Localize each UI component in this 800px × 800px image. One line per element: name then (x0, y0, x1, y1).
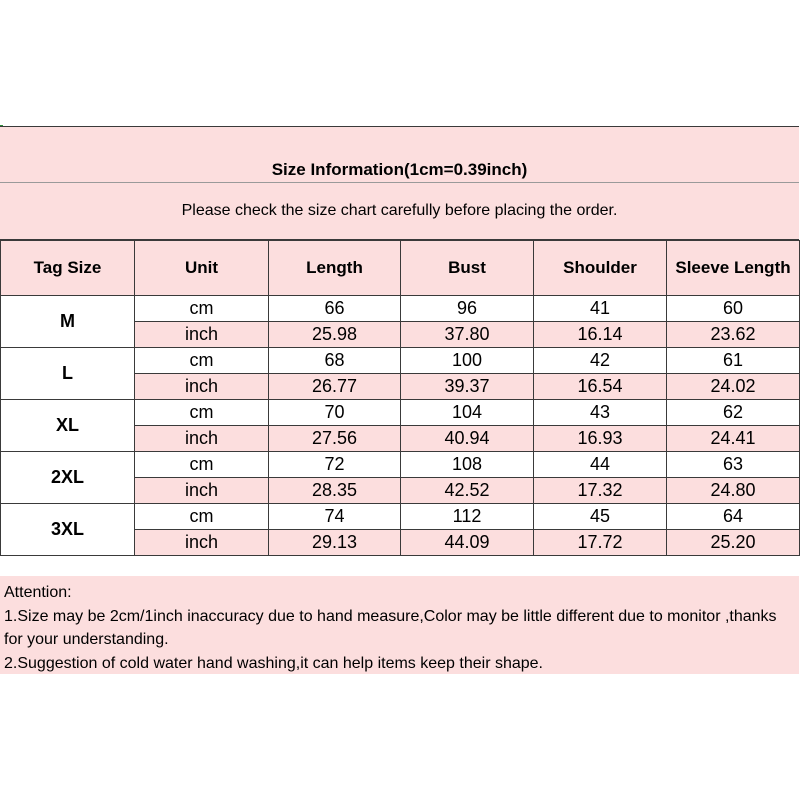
length-cell: 74 (269, 504, 401, 530)
header-length: Length (269, 241, 401, 296)
header-row (1, 241, 800, 296)
chart-title: Size Information(1cm=0.39inch) (271, 160, 528, 179)
shoulder-cell: 16.14 (534, 322, 667, 348)
length-cell: 27.56 (269, 426, 401, 452)
unit-cell: cm (135, 348, 269, 374)
sleeve-cell: 64 (667, 504, 800, 530)
header-tag-size: Tag Size (1, 241, 135, 296)
unit-cell: cm (135, 296, 269, 322)
unit-cell: inch (135, 530, 269, 556)
title-row (0, 127, 799, 183)
attention-box (0, 576, 799, 674)
length-cell: 28.35 (269, 478, 401, 504)
table-row (1, 296, 800, 322)
bust-cell: 104 (401, 400, 534, 426)
sleeve-cell: 60 (667, 296, 800, 322)
sleeve-cell: 24.02 (667, 374, 800, 400)
shoulder-cell: 17.32 (534, 478, 667, 504)
shoulder-cell: 16.54 (534, 374, 667, 400)
tag-size-cell: L (1, 348, 135, 400)
bust-cell: 108 (401, 452, 534, 478)
unit-cell: inch (135, 374, 269, 400)
bust-cell: 100 (401, 348, 534, 374)
unit-cell: cm (135, 504, 269, 530)
chart-note: Please check the size chart carefully before placing the order. (181, 202, 618, 219)
table-row (1, 452, 800, 478)
length-cell: 70 (269, 400, 401, 426)
size-table (0, 240, 800, 556)
unit-cell: cm (135, 400, 269, 426)
sleeve-cell: 63 (667, 452, 800, 478)
bust-cell: 39.37 (401, 374, 534, 400)
shoulder-cell: 17.72 (534, 530, 667, 556)
sleeve-cell: 24.41 (667, 426, 800, 452)
sleeve-cell: 61 (667, 348, 800, 374)
note-row (0, 183, 799, 240)
unit-cell: inch (135, 426, 269, 452)
table-row (1, 348, 800, 374)
bust-cell: 112 (401, 504, 534, 530)
attention-line-1: 1.Size may be 2cm/1inch inaccuracy due to hand measure,Color may be little different due to monitor ,thanks for your understanding. (4, 607, 777, 648)
tag-size-cell: XL (1, 400, 135, 452)
bust-cell: 44.09 (401, 530, 534, 556)
length-cell: 26.77 (269, 374, 401, 400)
header-sleeve-length: Sleeve Length (667, 241, 800, 296)
attention-heading: Attention: (4, 584, 72, 601)
shoulder-cell: 44 (534, 452, 667, 478)
unit-cell: cm (135, 452, 269, 478)
bust-cell: 96 (401, 296, 534, 322)
attention-line-2: 2.Suggestion of cold water hand washing,it can help items keep their shape. (4, 654, 543, 672)
shoulder-cell: 45 (534, 504, 667, 530)
header-unit: Unit (135, 241, 269, 296)
shoulder-cell: 16.93 (534, 426, 667, 452)
length-cell: 25.98 (269, 322, 401, 348)
tag-size-cell: M (1, 296, 135, 348)
unit-cell: inch (135, 322, 269, 348)
tag-size-cell: 2XL (1, 452, 135, 504)
sleeve-cell: 62 (667, 400, 800, 426)
table-row (1, 400, 800, 426)
shoulder-cell: 42 (534, 348, 667, 374)
length-cell: 29.13 (269, 530, 401, 556)
header-bust: Bust (401, 241, 534, 296)
bust-cell: 37.80 (401, 322, 534, 348)
sleeve-cell: 23.62 (667, 322, 800, 348)
sleeve-cell: 24.80 (667, 478, 800, 504)
shoulder-cell: 41 (534, 296, 667, 322)
table-row (1, 504, 800, 530)
header-shoulder: Shoulder (534, 241, 667, 296)
length-cell: 72 (269, 452, 401, 478)
bust-cell: 40.94 (401, 426, 534, 452)
bust-cell: 42.52 (401, 478, 534, 504)
tag-size-cell: 3XL (1, 504, 135, 556)
unit-cell: inch (135, 478, 269, 504)
length-cell: 68 (269, 348, 401, 374)
sleeve-cell: 25.20 (667, 530, 800, 556)
shoulder-cell: 43 (534, 400, 667, 426)
length-cell: 66 (269, 296, 401, 322)
